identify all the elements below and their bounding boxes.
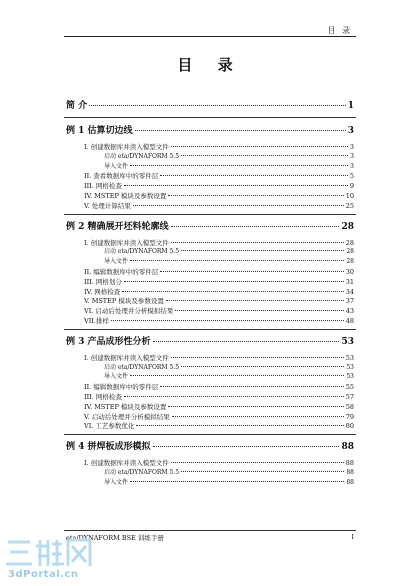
toc-entry-label: 启动 eta/DYNAFORM 5.5 [104, 363, 180, 371]
toc-entry-page: 30 [345, 268, 354, 276]
toc-entry-page: 88 [346, 478, 354, 486]
toc-intro [66, 101, 354, 112]
toc-section [66, 402, 354, 412]
dot-leader [136, 425, 343, 426]
toc-section [66, 171, 354, 181]
toc-entry-label: II. 查看数据库中的零件层 [84, 172, 159, 181]
toc-subsection [66, 468, 354, 478]
toc-entry-label: III. 网格检查 [84, 182, 122, 191]
dot-leader [168, 195, 343, 196]
toc-entry-page: 5 [349, 172, 354, 181]
dot-leader [135, 130, 346, 131]
dot-leader [171, 357, 344, 358]
dot-leader [124, 185, 348, 186]
toc-entry-label: V. 启动后处理并分析模拟结果 [84, 412, 170, 421]
toc-entry-page: 57 [345, 393, 354, 401]
dot-leader [175, 310, 343, 311]
toc-entry-label: 启动 eta/DYNAFORM 5.5 [104, 152, 180, 160]
toc-entry-label: VI. 工艺参数优化 [84, 422, 135, 431]
toc-entry-label: V. 处理计算结果 [84, 201, 131, 210]
dot-leader [171, 226, 340, 227]
toc-entry-label: 例 3 产品成形性分析 [66, 336, 151, 347]
toc-entry-page: 3 [349, 143, 354, 151]
dot-leader [168, 406, 343, 407]
toc-entry-page: 43 [345, 307, 354, 316]
toc-chapter [66, 222, 354, 233]
toc-entry-label: V. MSTEP 模块及参数设置 [84, 297, 164, 306]
toc-entry-label: I. 创建数据库并读入模型文件 [84, 143, 169, 151]
toc-entry-page: 37 [345, 297, 354, 306]
toc-entry-page: 28 [346, 248, 354, 256]
dot-leader [124, 281, 344, 282]
toc-entry-label: VII.排样 [84, 317, 109, 325]
dot-leader [172, 416, 344, 417]
toc-section [66, 287, 354, 297]
toc-entry-label: I. 创建数据库并读入模型文件 [84, 353, 169, 362]
toc-entry-page: 1 [347, 101, 354, 111]
dot-leader [171, 462, 344, 463]
toc-entry-page: 53 [345, 353, 354, 362]
toc-entry-label: 例 4 拼焊板成形模拟 [66, 442, 151, 453]
dot-leader [130, 260, 344, 261]
dot-leader [122, 291, 343, 292]
dot-leader [133, 205, 344, 206]
toc-entry-page: 25 [345, 201, 354, 210]
toc-entry-page: 31 [345, 277, 354, 286]
dot-leader [171, 146, 348, 147]
toc-subsection [66, 162, 354, 172]
dot-leader [111, 320, 344, 321]
toc-entry-label: 启动 eta/DYNAFORM 5.5 [104, 469, 180, 476]
toc-section [66, 296, 354, 306]
toc-entry-label: VI. 启动后处理并分析模拟结果 [84, 307, 174, 316]
toc-entry-page: 88 [346, 469, 354, 476]
toc-section [66, 421, 354, 431]
watermark-logo [4, 536, 124, 582]
toc-section [66, 181, 354, 191]
toc-section [66, 267, 354, 277]
toc-subsection [66, 372, 354, 382]
toc-entry-page: 79 [345, 412, 354, 421]
toc-subsection [66, 257, 354, 267]
toc-entry-label: I. 创建数据库并读入模型文件 [84, 459, 169, 468]
dot-leader [181, 250, 344, 251]
dot-leader [181, 471, 344, 472]
toc-entry-label: 导入文件 [104, 373, 129, 381]
toc-entry-page: 3 [347, 126, 354, 136]
toc-entry-label: II. 编辑数据库中的零件层 [84, 383, 159, 392]
toc-entry-page: 3 [350, 162, 354, 170]
page-title: 目 录 [177, 56, 243, 74]
toc-section [66, 277, 354, 287]
section-divider [64, 329, 356, 330]
toc-subsection [66, 247, 354, 257]
section-divider [64, 214, 356, 215]
toc-entry-page: 53 [346, 373, 354, 381]
toc-entry-label: IV. MSTEP 模块及参数设置 [84, 192, 167, 200]
footer-manual-title: eta/DYNAFORM BSE 训练手册 [66, 534, 164, 542]
toc-section [66, 191, 354, 201]
toc-section [66, 201, 354, 211]
toc-entry-page: 34 [345, 287, 354, 296]
dot-leader [130, 481, 344, 482]
toc-entry-page: 28 [341, 221, 354, 232]
toc-entry-page: 55 [345, 383, 354, 392]
dot-leader [160, 386, 343, 387]
footer-page-number: I [351, 533, 354, 541]
toc-subsection [66, 152, 354, 162]
toc-entry-label: 例 2 精确展开坯料轮廓线 [66, 221, 169, 232]
toc-entry-label: III. 网格检查 [84, 393, 122, 401]
watermark-text: 3dPortal.cn [8, 569, 79, 580]
toc-entry-page: 28 [345, 238, 354, 247]
dot-leader [153, 341, 340, 342]
toc-entry-label: 导入文件 [104, 478, 129, 486]
toc-section [66, 382, 354, 392]
dot-leader [181, 366, 344, 367]
toc-section [66, 306, 354, 316]
watermark-logo-icon [4, 536, 94, 570]
dot-leader [181, 155, 348, 156]
toc-entry-page: 88 [345, 459, 354, 468]
toc-chapter [66, 337, 354, 348]
section-divider [64, 117, 356, 118]
toc-chapter [66, 442, 354, 453]
toc-entry-label: 例 1 估算切边线 [66, 126, 133, 136]
toc-chapter [66, 126, 354, 137]
toc-entry-label: IV. 网格检查 [84, 287, 121, 296]
dot-leader [153, 446, 340, 447]
toc-entry-page: 80 [345, 422, 354, 431]
toc-entry-label: III. 网格划分 [84, 277, 122, 286]
toc-entry-page: 53 [346, 363, 354, 371]
toc-section [66, 238, 354, 248]
footer-rule [64, 530, 356, 531]
toc-subsection [66, 478, 354, 488]
toc-entry-page: 58 [345, 402, 354, 411]
toc-section [66, 458, 354, 468]
dot-leader [160, 271, 343, 272]
toc-subsection [66, 363, 354, 373]
dot-leader [160, 175, 348, 176]
toc-entry-label: II. 编辑数据库中的零件层 [84, 268, 159, 276]
dot-leader [166, 300, 344, 301]
toc-section [66, 392, 354, 402]
toc-section [66, 412, 354, 422]
toc-entry-page: 48 [345, 317, 354, 325]
toc-section [66, 142, 354, 152]
header-rule [64, 36, 356, 37]
dot-leader [171, 242, 344, 243]
toc-entry-label: I. 创建数据库并读入模型文件 [84, 238, 169, 247]
toc-entry-label: 导入文件 [104, 258, 129, 266]
toc-entry-page: 28 [346, 258, 354, 266]
toc-entry-page: 88 [341, 442, 354, 453]
toc-section [66, 316, 354, 326]
dot-leader [130, 165, 348, 166]
dot-leader [89, 105, 346, 106]
running-header: 目 录 [327, 26, 352, 35]
toc-entry-label: IV. MSTEP 模块及参数设置 [84, 402, 167, 411]
toc-entry-page: 53 [341, 336, 354, 347]
toc-entry-page: 10 [345, 192, 354, 200]
toc-entry-page: 3 [350, 152, 354, 160]
toc-entry-label: 启动 eta/DYNAFORM 5.5 [104, 248, 180, 256]
dot-leader [130, 375, 344, 376]
toc-entry-label: 导入文件 [104, 162, 129, 170]
dot-leader [124, 396, 344, 397]
section-divider [64, 434, 356, 435]
toc-entry-page: 9 [349, 182, 354, 191]
toc-entry-label: 简 介 [66, 101, 88, 111]
toc-section [66, 353, 354, 363]
